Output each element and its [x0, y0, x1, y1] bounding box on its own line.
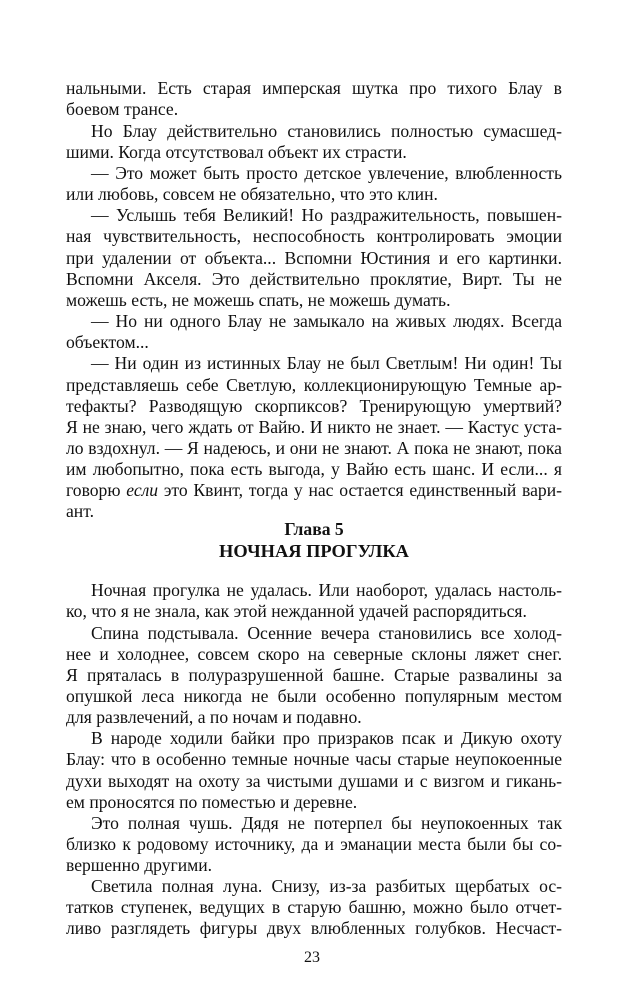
text-line: или любовь, совсем не обязательно, что это клин.: [66, 184, 438, 204]
text-line: им любопытно, пока есть выгода, у Вайю есть шанс. И если... я: [66, 459, 562, 479]
text-line: Блау: что в особенно темные ночные часы старые неупокоенные: [66, 749, 562, 769]
text-segment: это Квинт, тогда у нас остается единственный вари-: [158, 480, 562, 500]
text-line: ная чувствительность, неспособность контролировать эмоции: [66, 226, 562, 246]
text-line: ло вздохнул. — Я надеюсь, и они не знают. А пока не знают, пока: [66, 438, 562, 458]
text-line: можешь есть, не можешь спать, не можешь думать.: [66, 290, 451, 310]
text-line: Это полная чушь. Дядя не потерпел бы неупокоенных так: [91, 813, 562, 833]
text-line: татков ступенек, ведущих в старую башню, можно было отчет-: [66, 897, 562, 917]
text-line: нее и холоднее, совсем скоро на северные склоны ляжет снег.: [66, 644, 562, 664]
text-line: — Но ни одного Блау не замыкало на живых людях. Всегда: [91, 311, 562, 331]
text-line: вершенно другими.: [66, 855, 213, 875]
chapter-title: НОЧНАЯ ПРОГУЛКА: [219, 541, 409, 561]
text-line: ливо разглядеть фигуры двух влюбленных голубков. Несчаст-: [66, 918, 562, 938]
text-segment: говорю: [66, 480, 127, 500]
text-line: ант.: [66, 501, 94, 521]
text-line: боевом трансе.: [66, 99, 179, 119]
text-line: тефакты? Разводящую скорпиксов? Тренирующую умертвий?: [66, 396, 562, 416]
text-line: В народе ходили байки про призраков псак и Дикую охоту: [91, 728, 562, 748]
text-line: — Это может быть просто детское увлечение, влюбленность: [91, 163, 562, 183]
text-line: представляешь себе Светлую, коллекционирующую Темные ар-: [66, 375, 562, 395]
text-line: нальными. Есть старая имперская шутка про тихого Блау в: [66, 78, 562, 98]
text-line: — Услышь тебя Великий! Но раздражительность, повышен-: [91, 205, 562, 225]
text-line: Вспомни Акселя. Это действительно проклятие, Вирт. Ты не: [66, 269, 562, 289]
text-line: Ночная прогулка не удалась. Или наоборот, удалась настоль-: [91, 580, 562, 600]
text-line: ко, что я не знала, как этой нежданной удачей распорядиться.: [66, 601, 527, 621]
text-line: — Ни один из истинных Блау не был Светлым! Ни один! Ты: [91, 353, 562, 373]
text-line: Я пряталась в полуразрушенной башне. Старые развалины за: [66, 665, 562, 685]
page-number: 23: [304, 949, 320, 966]
text-line: Но Блау действительно становились полностью сумасшед-: [91, 121, 562, 141]
text-line: при удалении от объекта... Вспомни Юстиния и его картинки.: [66, 248, 562, 268]
text-line: ем проносятся по поместью и деревне.: [66, 792, 358, 812]
emphasis-text: если: [126, 480, 159, 500]
text-line: Я не знаю, чего ждать от Вайю. И никто не знает. — Кастус уста-: [66, 417, 562, 437]
text-line: шими. Когда отсутствовал объект их страсти.: [66, 142, 407, 162]
text-line: Спина подстывала. Осенние вечера становились все холод-: [91, 623, 562, 643]
text-line: духи выходят на охоту за чистыми душами и с визгом и гикань-: [66, 771, 562, 791]
chapter-number: Глава 5: [284, 519, 344, 539]
text-line: Светила полная луна. Снизу, из-за разбитых щербатых ос-: [91, 876, 562, 896]
text-line: [66, 480, 562, 501]
text-line: близко к родовому источнику, да и эманации места были бы со-: [66, 834, 562, 854]
text-line: опушкой леса никогда не были особенно популярным местом: [66, 686, 562, 706]
text-line: объектом...: [66, 332, 149, 352]
text-line: для развлечений, а по ночам и подавно.: [66, 707, 362, 727]
